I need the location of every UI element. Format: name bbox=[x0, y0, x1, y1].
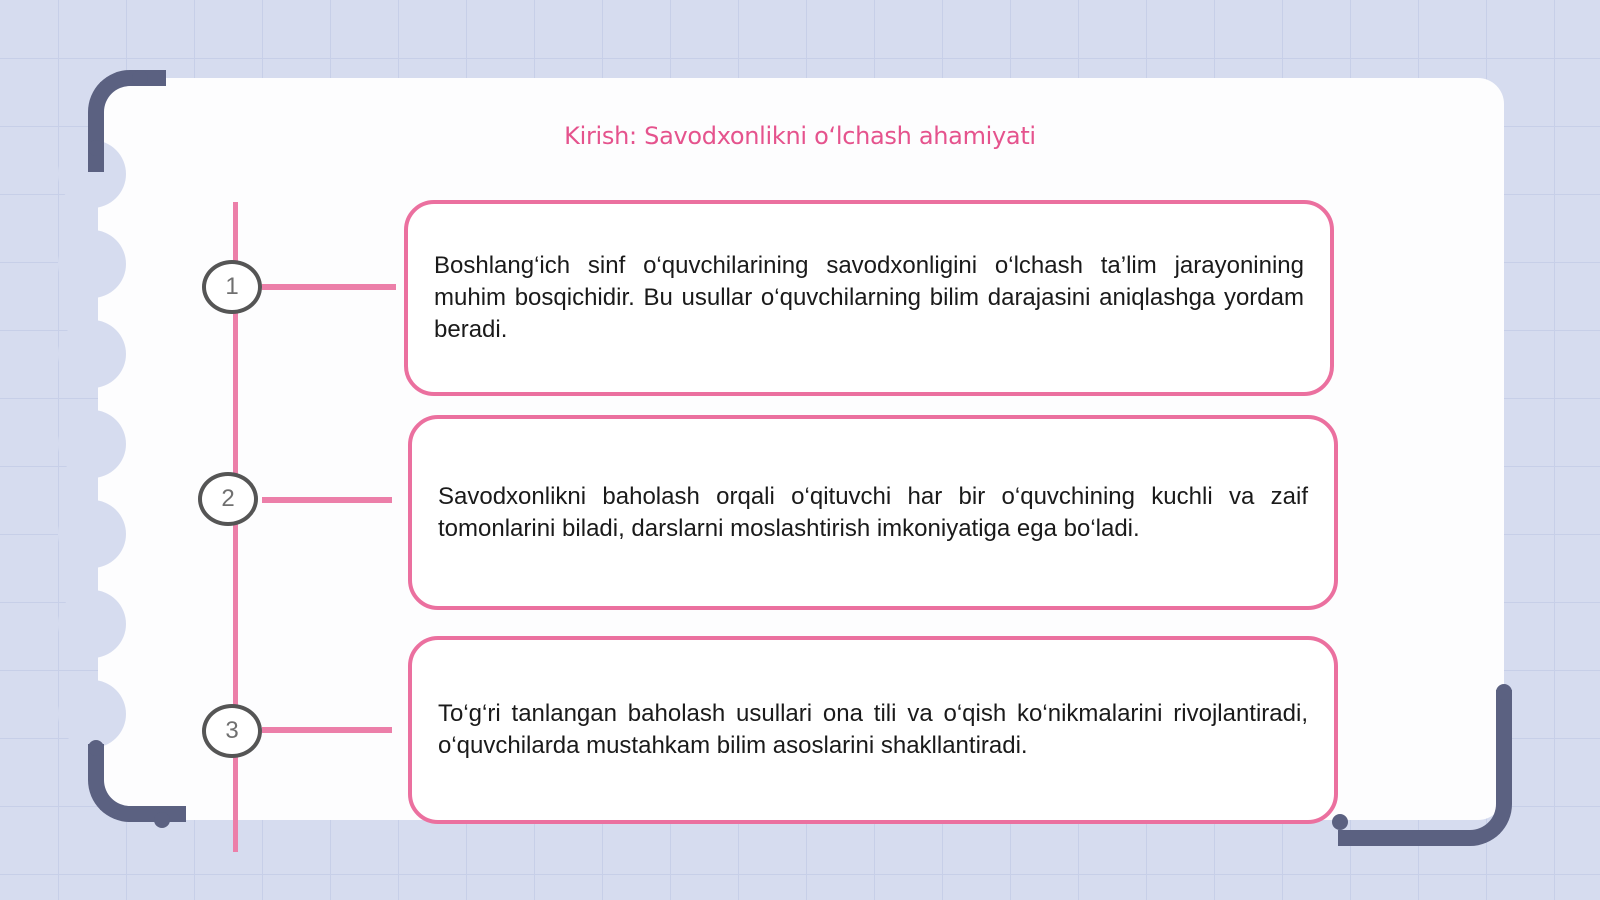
step-box-1 bbox=[404, 200, 1334, 396]
corner-bracket-bottom-left bbox=[88, 744, 186, 822]
step-text-3: To‘g‘ri tanlangan baholash usullari ona tili va o‘qish ko‘nikmalarini rivojlantiradi, o‘quvchilarda mustahkam bilim asoslarini shakllantiradi. bbox=[438, 700, 1308, 759]
bracket-cap bbox=[1496, 684, 1512, 700]
timeline-connector bbox=[262, 727, 392, 733]
timeline-connector bbox=[262, 497, 392, 503]
step-number-2: 2 bbox=[198, 472, 258, 526]
timeline-connector bbox=[262, 284, 396, 290]
paper-notch bbox=[58, 680, 126, 748]
step-number-3: 3 bbox=[202, 704, 262, 758]
step-number-1: 1 bbox=[202, 260, 262, 314]
step-text-1: Boshlang‘ich sinf o‘quvchilarining savodxonligini o‘lchash ta’lim jarayonining muhim bosqichidir. Bu usullar o‘quvchilarning bilim darajasini aniqlashga yordam beradi. bbox=[434, 252, 1304, 343]
corner-bracket-top-left bbox=[88, 70, 166, 172]
paper-notch bbox=[58, 590, 126, 658]
paper-notch bbox=[58, 320, 126, 388]
bracket-cap bbox=[1332, 814, 1348, 830]
bracket-cap bbox=[154, 812, 170, 828]
paper-notch bbox=[58, 410, 126, 478]
bracket-cap bbox=[132, 70, 148, 86]
step-text-2: Savodxonlikni baholash orqali o‘qituvchi har bir o‘quvchining kuchli va zaif tomonlarini biladi, darslarni moslashtirish imkoniyatiga ega bo‘ladi. bbox=[438, 482, 1308, 542]
bracket-cap bbox=[88, 740, 104, 756]
step-box-3 bbox=[408, 636, 1338, 824]
slide-title: Kirish: Savodxonlikni o‘lchash ahamiyati bbox=[564, 122, 1036, 150]
corner-bracket-bottom-right bbox=[1338, 690, 1512, 846]
paper-notch bbox=[58, 230, 126, 298]
step-box-2 bbox=[408, 415, 1338, 610]
paper-notch bbox=[58, 500, 126, 568]
